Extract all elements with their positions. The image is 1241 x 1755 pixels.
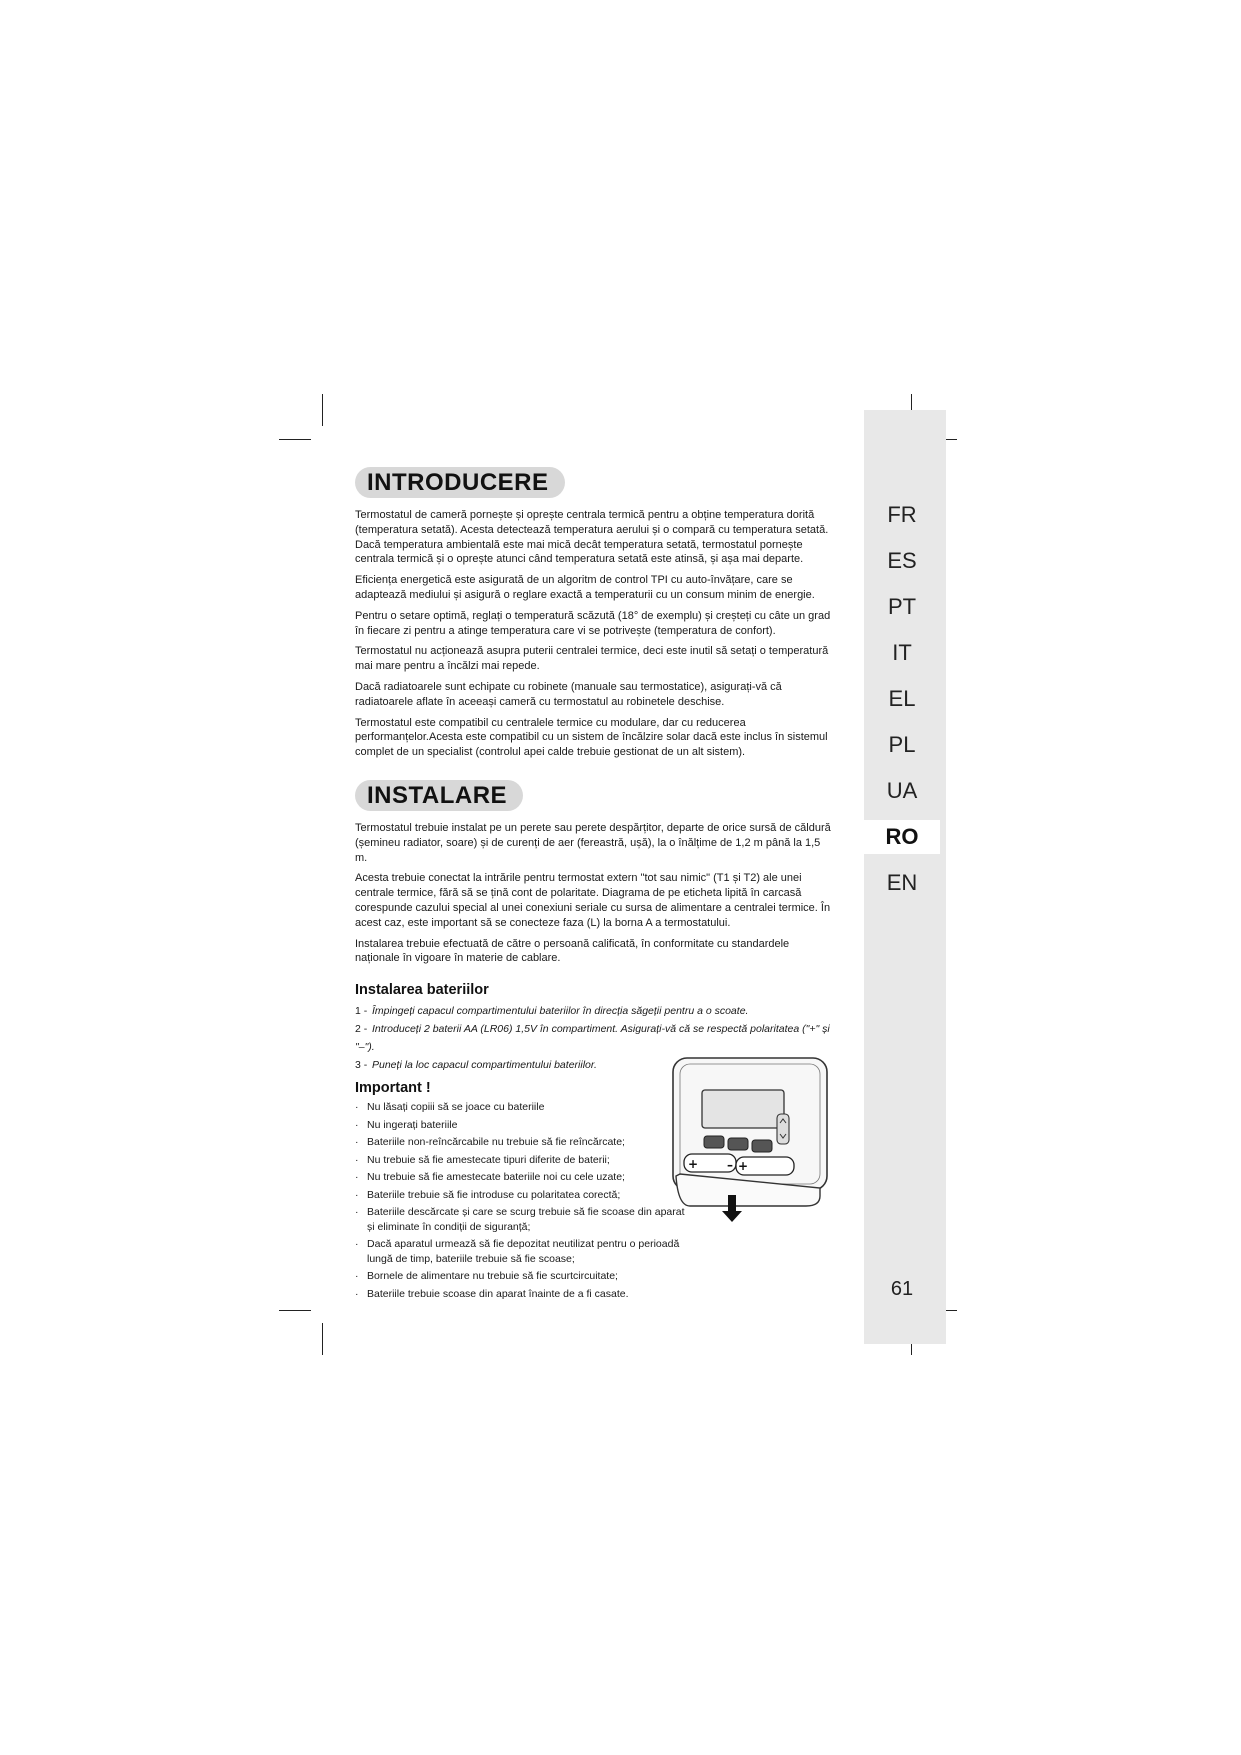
bullet-text: Bateriile trebuie să fie introduse cu polaritatea corectă; [367, 1188, 621, 1201]
bullet-text: Nu lăsați copiii să se joace cu bateriile [367, 1101, 545, 1114]
list-item [355, 1188, 685, 1203]
plus-sign: + [738, 1159, 749, 1173]
thermostat-battery-illustration [670, 1056, 834, 1236]
language-tab-ua[interactable]: UA [886, 778, 918, 803]
bullet-text: Bateriile descărcate și care se scurg trebuie să fie scoase din aparat și eliminate în condiții de siguranță; [367, 1206, 685, 1233]
bullet-text: Bateriile non-reîncărcabile nu trebuie să fie reîncărcate; [367, 1136, 625, 1149]
front-button [752, 1140, 772, 1152]
bullet-text: Bornele de alimentare nu trebuie să fie scurtcircuitate; [367, 1270, 618, 1283]
bullet: · [355, 1206, 359, 1219]
list-item [355, 1153, 685, 1168]
list-item [355, 1205, 685, 1234]
intro-paragraph: Termostatul este compatibil cu centralele termice cu modulare, dar cu reducerea performanțelor.Acesta este compatibil cu un sistem de încălzire solar dacă este inclus în sistemul complet de un specialist (controlul apei calde trebuie gestionat de un alt sistem). [355, 716, 828, 759]
step-number: 3 - [355, 1059, 368, 1072]
step-text: Împingeți capacul compartimentului bateriilor în direcția săgeții pentru a o scoate. [372, 1005, 749, 1018]
bullet: · [355, 1238, 359, 1251]
install-paragraph: Termostatul trebuie instalat pe un perete sau perete despărțitor, departe de orice sursă de căldură (șemineu radiator, soare) și de curenți de aer (fereastră, ușă), la o înălțime de 1,2 m până la 1,5 m. [355, 821, 831, 864]
bullet: · [355, 1171, 359, 1184]
step-number: 1 - [355, 1005, 368, 1018]
bullet: · [355, 1188, 359, 1201]
language-tab-en[interactable]: EN [886, 870, 918, 895]
thermostat-diagram-svg [670, 1056, 834, 1236]
language-tab-it[interactable]: IT [892, 640, 912, 665]
step-number: 2 - [355, 1023, 368, 1036]
crop-mark [279, 1310, 311, 1311]
language-tab-fr[interactable]: FR [887, 502, 917, 527]
crop-mark [279, 439, 311, 440]
language-tab-pt[interactable]: PT [887, 594, 917, 619]
list-item [355, 1269, 685, 1284]
install-paragraph: Instalarea trebuie efectuată de către o persoană calificată, în conformitate cu standardele naționale în vigoare în materie de cablare. [355, 937, 790, 965]
install-paragraph: Acesta trebuie conectat la intrările pentru termostat extern "tot sau nimic" (T1 și T2) ale unei centrale termice, fără să se țină cont de polaritate. Diagrama de pe eticheta lipită în carcasă corespunde cazului special al unei conexiuni seriale cu sursa de alimentare a centralei termice. În acest caz, este important să se conecteze faza (L) la borna A a termostatului. [355, 872, 831, 929]
plus-sign: + [688, 1157, 699, 1171]
page-number: 61 [890, 1278, 914, 1300]
important-list [355, 1100, 685, 1301]
language-sidebar [864, 410, 946, 1344]
list-item [355, 1100, 685, 1115]
bullet-text: Nu trebuie să fie amestecate tipuri diferite de baterii; [367, 1153, 610, 1166]
bullet-text: Nu trebuie să fie amestecate bateriile noi cu cele uzate; [367, 1171, 625, 1184]
list-item [355, 1287, 685, 1302]
step-text: Introduceți 2 baterii AA (LR06) 1,5V în compartiment. Asigurați-vă că se respectă polaritatea ("+" și "–"). [355, 1023, 830, 1054]
language-tab-el[interactable]: EL [888, 686, 916, 711]
bullet: · [355, 1101, 359, 1114]
crop-mark [322, 394, 323, 426]
intro-paragraph: Termostatul de cameră pornește și oprește centrala termică pentru a obține temperatura dorită (temperatura setată). Acesta detectează temperatura aerului și o compară cu temperatura setată. Dacă temperatura ambientală este mai mică decât temperatura setată, termostatul pornește centrala termică și o oprește atunci când temperatura setată este atinsă, și așa mai departe. [355, 509, 829, 566]
intro-paragraph: Termostatul nu acționează asupra puterii centralei termice, deci este inutil să setați o temperatură mai mare pentru a încălzi mai repede. [355, 645, 829, 673]
list-item [355, 1020, 835, 1056]
bullet: · [355, 1136, 359, 1149]
battery-install-heading: Instalarea bateriilor [355, 982, 489, 999]
bullet-text: Dacă aparatul urmează să fie depozitat neutilizat pentru o perioadă lungă de timp, bateriile trebuie să fie scoase; [367, 1238, 680, 1265]
intro-paragraph: Pentru o setare optimă, reglați o temperatură scăzută (18° de exemplu) și creșteți cu câte un grad în fiecare zi pentru a atinge temperatura care vi se potrivește (temperatura de confort). [355, 609, 831, 637]
language-tab-ro-active[interactable]: RO [864, 820, 940, 854]
language-tab-es[interactable]: ES [887, 548, 917, 573]
list-item [355, 1237, 685, 1266]
lcd-screen [702, 1090, 784, 1128]
section-title-instalare: INSTALARE [355, 780, 523, 811]
list-item [355, 1135, 685, 1150]
bullet-text: Nu ingerați bateriile [367, 1118, 458, 1131]
intro-paragraph: Dacă radiatoarele sunt echipate cu robinete (manuale sau termostatice), asigurați-vă că radiatoarele aflate în aceeași cameră cu termostatul au robinetele deschise. [355, 680, 782, 708]
list-item [355, 1002, 835, 1020]
important-heading: Important ! [355, 1080, 431, 1097]
language-tab-pl[interactable]: PL [888, 732, 916, 757]
bullet-text: Bateriile trebuie scoase din aparat înainte de a fi casate. [367, 1287, 629, 1300]
minus-sign: – [727, 1158, 733, 1172]
section-title-introducere: INTRODUCERE [355, 467, 565, 498]
intro-paragraph: Eficiența energetică este asigurată de un algoritm de control TPI cu auto-învățare, care se adaptează mediului și asigură o reglare exactă a temperaturii cu un consum minim de energie. [355, 574, 815, 601]
step-text: Puneți la loc capacul compartimentului bateriilor. [372, 1059, 597, 1072]
bullet: · [355, 1270, 359, 1283]
list-item [355, 1170, 685, 1185]
bullet: · [355, 1118, 359, 1131]
front-button [728, 1138, 748, 1150]
crop-mark [322, 1323, 323, 1355]
list-item [355, 1118, 685, 1133]
front-button [704, 1136, 724, 1148]
bullet: · [355, 1153, 359, 1166]
bullet: · [355, 1287, 359, 1300]
